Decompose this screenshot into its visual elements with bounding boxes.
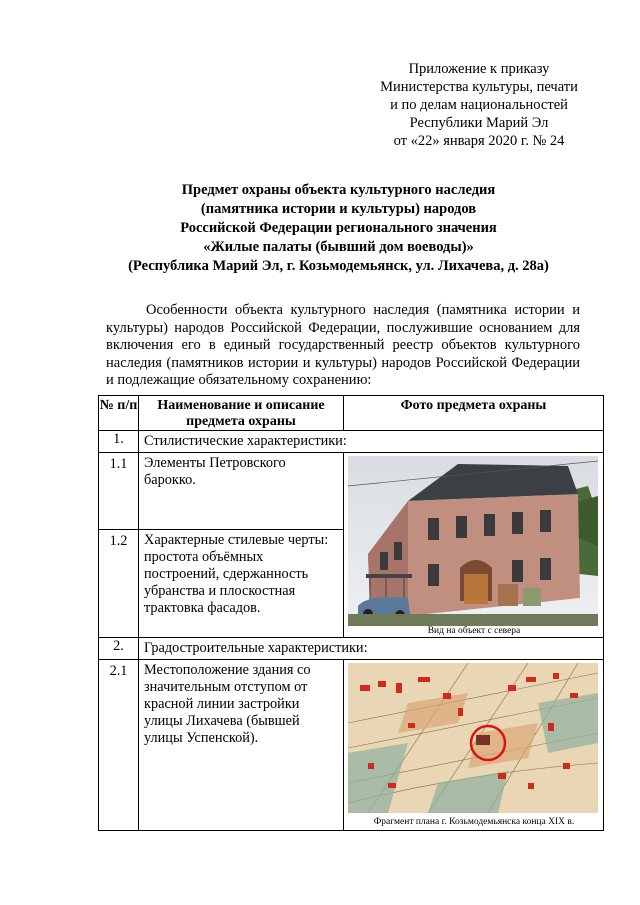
row-num: 1.1 [99,453,139,530]
section-row [99,431,604,453]
row-text: Местоположение здания со значительным отступом от красной линии застройки улицы Лихачева (бывшей улицы Успенской). [139,660,344,831]
intro-paragraph [106,302,580,390]
photo-cell-building [344,453,604,638]
photo-caption: Вид на объект с севера [427,626,521,636]
appendix-header [360,60,598,150]
row-text: Элементы Петровского барокко. [139,453,344,530]
row-text [139,530,344,638]
photo-cell-map [344,660,604,831]
section-row [99,638,604,660]
protection-table [98,395,604,831]
map-fragment [344,660,603,828]
section-num: 1. [99,431,139,453]
title-line: Предмет охраны объекта культурного наследия [181,182,496,198]
title-line: (Республика Марий Эл, г. Козьмодемьянск, ул. Лихачева, д. 28а) [128,258,549,274]
row-num: 1.2 [99,530,139,638]
section-title: Стилистические характеристики: [139,431,604,453]
row-num: 2.1 [99,660,139,831]
appendix-line: Республики Марий Эл [409,115,549,131]
appendix-line: Министерства культуры, печати [380,79,578,95]
title-line: «Жилые палаты (бывший дом воеводы)» [203,239,474,255]
header-photo: Фото предмета охраны [344,396,604,431]
title-line: Российской Федерации регионального значения [180,220,497,236]
table-row [99,660,604,831]
row-text-head: Характерные стилевые черты: [144,532,329,549]
map-caption: Фрагмент плана г. Козьмодемьянска конца XIX в. [373,817,575,827]
title-line: (памятника истории и культуры) народов [200,201,477,217]
building-photo [344,453,603,637]
header-num: № п/п [99,396,139,431]
section-title: Градостроительные характеристики: [139,638,604,660]
intro-text: Особенности объекта культурного наследия (памятника истории и культуры) народов Российской Федерации, послужившие основанием для включения его в единый государственный реестр объектов культурного наследия (памятников истории и культуры) народов Российской Федерации и подлежащие обязательному сохранению: [106,302,580,389]
header-name: Наименование и описание предмета охраны [139,396,344,431]
row-text-body: простота объёмных построений, сдержанность убранства и плоскостная трактовка фасадов. [144,549,309,617]
appendix-line: от «22» января 2020 г. № 24 [393,133,565,149]
document-title [96,181,581,276]
map-image [348,663,598,813]
appendix-line: и по делам национальностей [390,97,568,113]
section-num: 2. [99,638,139,660]
appendix-line: Приложение к приказу [408,61,550,77]
table-header-row [99,396,604,431]
building-photo-image [348,456,598,626]
table-row [99,453,604,530]
